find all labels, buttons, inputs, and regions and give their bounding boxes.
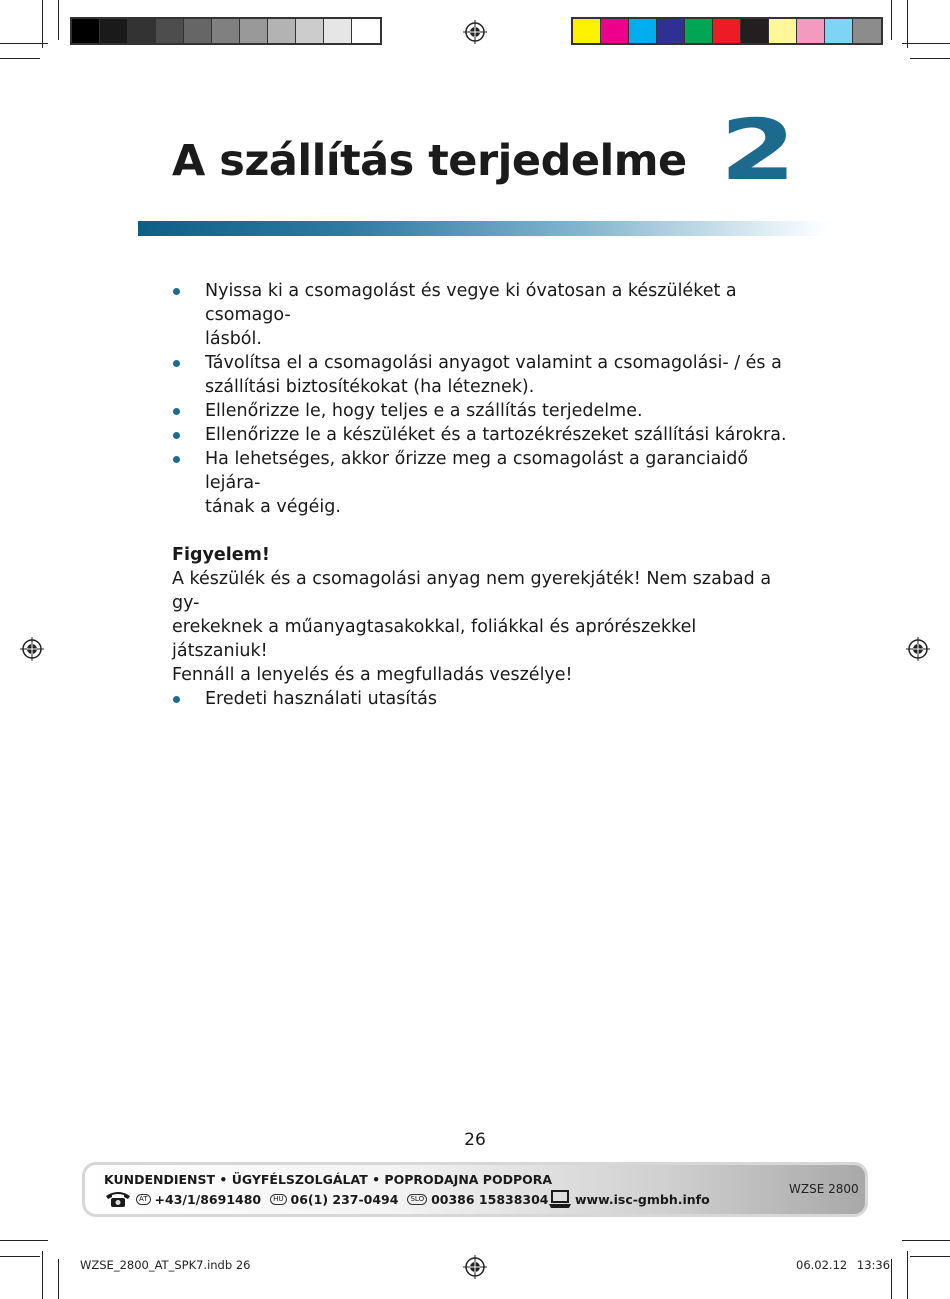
list-item	[172, 279, 792, 351]
laptop-icon	[548, 1189, 572, 1209]
crop-mark	[0, 1240, 48, 1241]
grayscale-color-bar	[70, 17, 382, 45]
color-swatch	[156, 19, 184, 43]
telephone-icon	[104, 1190, 132, 1208]
registration-mark-icon	[463, 1255, 487, 1279]
crop-mark	[902, 1240, 950, 1241]
list-item	[172, 447, 792, 519]
supplied-items-list	[172, 687, 792, 711]
phone-entry	[270, 1192, 398, 1207]
slug-filename: WZSE_2800_AT_SPK7.indb 26	[80, 1258, 251, 1272]
list-item-text: Távolítsa el a csomagolási anyagot valamint a csomagolási- / és a	[205, 353, 782, 373]
header-gradient-rule	[138, 221, 828, 236]
phone-entry	[136, 1192, 261, 1207]
color-swatch	[240, 19, 268, 43]
phone-number: +43/1/8691480	[154, 1191, 262, 1207]
crop-mark	[891, 1259, 892, 1299]
page-number: 26	[464, 1130, 486, 1150]
crop-mark	[42, 0, 43, 48]
color-swatch	[352, 19, 380, 43]
bullet-icon	[173, 408, 180, 415]
crop-mark	[910, 1256, 950, 1257]
bullet-icon	[173, 432, 180, 439]
color-swatch	[769, 19, 797, 43]
color-swatch	[685, 19, 713, 43]
slug-date: 06.02.12	[796, 1258, 848, 1272]
crop-mark	[0, 58, 40, 59]
color-swatch	[100, 19, 128, 43]
country-badge: SLO	[407, 1194, 427, 1205]
color-swatch	[797, 19, 825, 43]
list-item	[172, 399, 792, 423]
color-swatch	[853, 19, 881, 43]
bullet-icon	[173, 456, 180, 463]
warning-line: A készülék és a csomagolási anyag nem gyerekjáték! Nem szabad a gy-	[172, 569, 772, 613]
chapter-number: 2	[720, 101, 796, 199]
crop-mark	[58, 0, 59, 40]
list-item-text: Eredeti használati utasítás	[205, 689, 437, 709]
color-swatch	[825, 19, 853, 43]
list-item	[172, 687, 792, 711]
list-item-text: tának a végéig.	[205, 497, 341, 517]
color-swatch	[184, 19, 212, 43]
model-label: WZSE 2800	[789, 1182, 859, 1196]
registration-mark-icon	[20, 637, 44, 661]
phone-number: 00386 15838304	[431, 1191, 549, 1207]
color-swatch	[713, 19, 741, 43]
process-color-bar	[571, 17, 883, 45]
slug-time: 13:36	[856, 1258, 891, 1272]
crop-mark	[891, 0, 892, 40]
country-badge: AT	[136, 1194, 151, 1205]
color-swatch	[212, 19, 240, 43]
warning-heading: Figyelem!	[172, 545, 270, 565]
list-item-text: szállítási biztosítékokat (ha léteznek).	[205, 377, 535, 397]
warning-line: erekeknek a műanyagtasakokkal, foliákkal és aprórészekkel játszaniuk!	[172, 617, 697, 661]
website	[548, 1189, 710, 1209]
color-swatch	[601, 19, 629, 43]
list-item-text: lásból.	[205, 329, 262, 349]
color-swatch	[324, 19, 352, 43]
color-swatch	[268, 19, 296, 43]
crop-mark	[907, 0, 908, 48]
warning-text	[172, 567, 792, 687]
crop-mark	[902, 43, 950, 44]
crop-mark	[0, 1256, 40, 1257]
color-swatch	[296, 19, 324, 43]
registration-mark-icon	[463, 20, 487, 44]
list-item-text: Ha lehetséges, akkor őrizze meg a csomagolást a garanciaidő lejára-	[205, 449, 749, 493]
bullet-icon	[173, 696, 180, 703]
bullet-icon	[173, 360, 180, 367]
main-content	[172, 279, 792, 711]
slug-datetime	[796, 1258, 890, 1272]
color-swatch	[128, 19, 156, 43]
crop-mark	[42, 1251, 43, 1299]
bullet-icon	[173, 288, 180, 295]
phone-number: 06(1) 237-0494	[290, 1191, 399, 1207]
list-item-text: Ellenőrizze le, hogy teljes e a szállítás terjedelme.	[205, 401, 643, 421]
crop-mark	[0, 43, 48, 44]
crop-mark	[907, 1251, 908, 1299]
color-swatch	[629, 19, 657, 43]
color-swatch	[741, 19, 769, 43]
crop-mark	[910, 58, 950, 59]
list-item	[172, 351, 792, 399]
country-badge: HU	[270, 1194, 286, 1205]
warning-line: Fennáll a lenyelés és a megfulladás veszélye!	[172, 665, 573, 685]
phone-entry	[407, 1192, 548, 1207]
list-item	[172, 423, 792, 447]
color-swatch	[573, 19, 601, 43]
list-item-text: Nyissa ki a csomagolást és vegye ki óvatosan a készüléket a csomago-	[205, 281, 737, 325]
page-title: A szállítás terjedelme	[172, 136, 687, 186]
website-link[interactable]: www.isc-gmbh.info	[575, 1191, 710, 1207]
service-heading: KUNDENDIENST • ÜGYFÉLSZOLGÁLAT • POPRODAJNA PODPORA	[104, 1172, 553, 1187]
crop-mark	[58, 1259, 59, 1299]
color-swatch	[72, 19, 100, 43]
phone-numbers	[104, 1190, 558, 1208]
instruction-list	[172, 279, 792, 519]
registration-mark-icon	[906, 637, 930, 661]
color-swatch	[657, 19, 685, 43]
list-item-text: Ellenőrizze le a készüléket és a tartozékrészeket szállítási károkra.	[205, 425, 787, 445]
